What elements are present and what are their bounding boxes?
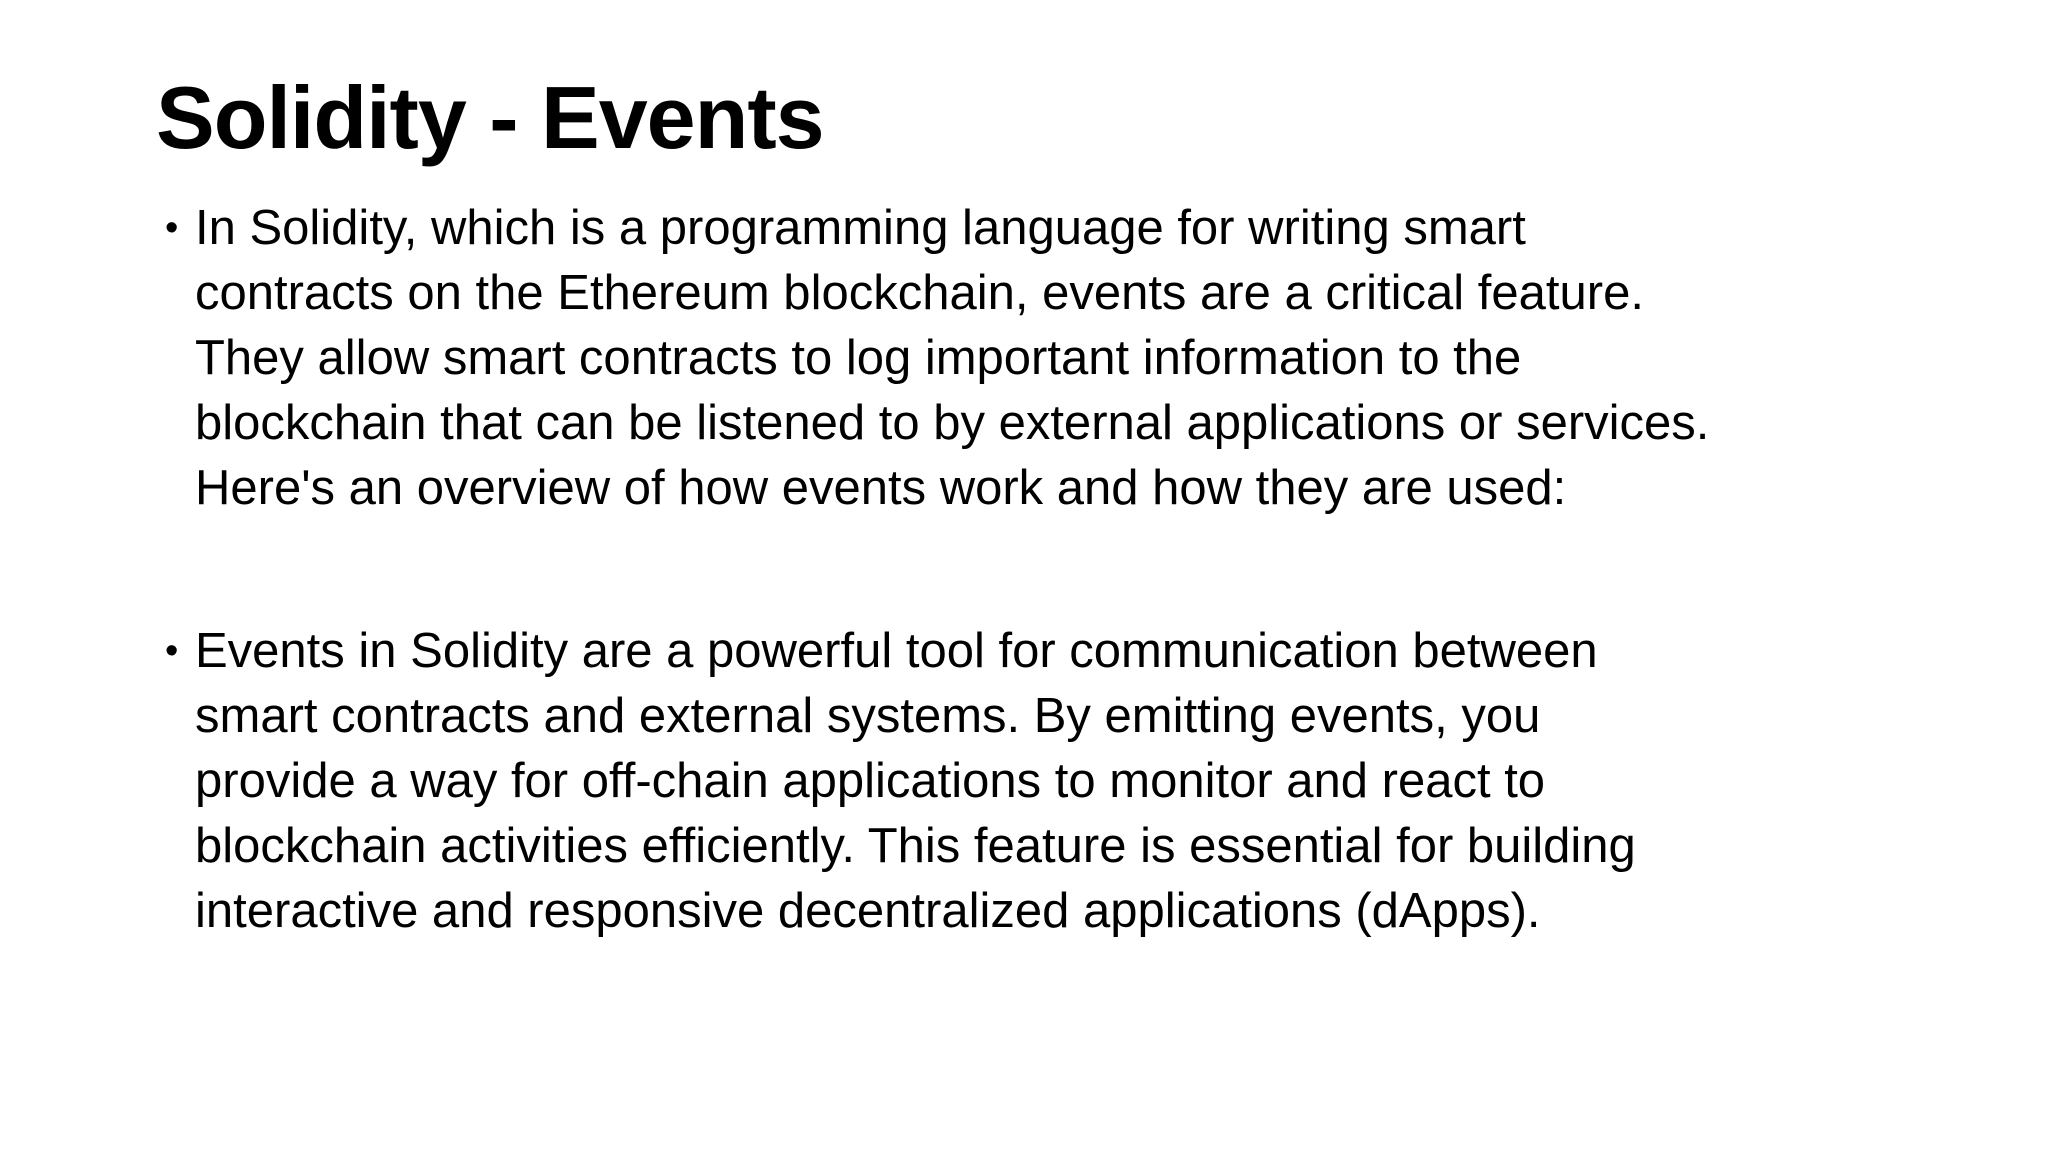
text-line: Events in Solidity are a powerful tool for communication between	[195, 624, 1598, 678]
bullet-item	[165, 619, 1925, 944]
bullet-list	[165, 196, 1925, 1042]
text-line: interactive and responsive decentralized applications (dApps).	[195, 884, 1541, 938]
text-line: provide a way for off-chain applications to monitor and react to	[195, 754, 1546, 808]
text-line: contracts on the Ethereum blockchain, events are a critical feature.	[195, 266, 1644, 320]
text-line: blockchain that can be listened to by external applications or services.	[195, 396, 1710, 450]
bullet-text	[195, 619, 1636, 944]
bullet-icon: •	[165, 630, 179, 672]
text-line: They allow smart contracts to log important information to the	[195, 331, 1522, 385]
bullet-text	[195, 196, 1709, 521]
text-line: smart contracts and external systems. By emitting events, you	[195, 689, 1541, 743]
bullet-icon: •	[165, 207, 179, 249]
bullet-item	[165, 196, 1925, 521]
slide-title: Solidity - Events	[156, 68, 824, 167]
text-line: In Solidity, which is a programming language for writing smart	[195, 201, 1526, 255]
text-line: Here's an overview of how events work and how they are used:	[195, 461, 1567, 515]
text-line: blockchain activities efficiently. This feature is essential for building	[195, 819, 1636, 873]
